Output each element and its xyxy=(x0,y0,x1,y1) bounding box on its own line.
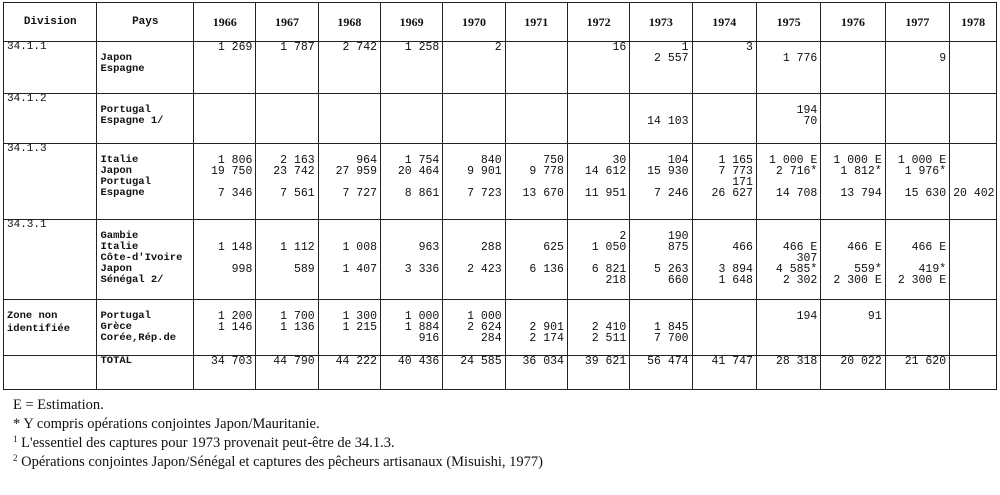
value-cell xyxy=(950,144,997,220)
value-line: 1 884 xyxy=(404,321,440,334)
value-cell xyxy=(256,42,318,94)
value-line: 875 xyxy=(667,241,689,254)
value-line: 15 630 xyxy=(904,187,947,200)
catch-table-container xyxy=(3,2,997,472)
value-cell xyxy=(885,300,949,356)
value-cell xyxy=(443,94,505,144)
value-line xyxy=(197,94,252,105)
value-line: 1 812* xyxy=(840,165,882,178)
year-header: 1970 xyxy=(443,3,505,42)
division-header: Division xyxy=(4,3,97,42)
value-line: 13 794 xyxy=(840,187,882,200)
country-name: Italie xyxy=(100,241,139,253)
value-cell xyxy=(443,300,505,356)
division-cell: 34.1.2 xyxy=(4,94,97,144)
value-line: 2 901 xyxy=(529,321,564,334)
value-line: 13 670 xyxy=(522,187,564,200)
value-line xyxy=(824,94,881,105)
value-line: 5 263 xyxy=(654,263,689,276)
value-line: 27 959 xyxy=(335,165,377,178)
value-cell xyxy=(950,220,997,300)
value-cell xyxy=(318,220,380,300)
value-line: 2 716* xyxy=(775,165,818,178)
value-line: 218 xyxy=(605,274,627,287)
value-line xyxy=(953,42,993,53)
value-line: 1 000 xyxy=(404,310,440,323)
value-line: 1 300 xyxy=(342,310,377,323)
value-line: 288 xyxy=(480,241,502,254)
value-line: 2 300 E xyxy=(833,274,882,287)
value-cell xyxy=(567,144,629,220)
value-line: 1 xyxy=(681,41,689,54)
value-cell xyxy=(756,42,820,94)
value-line: 2 302 xyxy=(782,274,818,287)
value-cell xyxy=(381,144,443,220)
value-line xyxy=(889,300,946,311)
value-line: 30 xyxy=(612,154,627,167)
value-line: 2 163 xyxy=(280,154,315,167)
value-line xyxy=(824,220,881,231)
value-line xyxy=(953,166,993,177)
division-cell: 34.1.3 xyxy=(4,144,97,220)
value-cell xyxy=(567,94,629,144)
year-header: 1974 xyxy=(692,3,756,42)
total-division-cell xyxy=(4,356,97,390)
value-cell xyxy=(567,300,629,356)
total-value: 34 703 xyxy=(194,356,256,390)
value-line xyxy=(197,220,252,231)
value-cell xyxy=(630,42,692,94)
total-value: 28 318 xyxy=(756,356,820,390)
table-row xyxy=(4,300,997,356)
value-line: 840 xyxy=(480,154,502,167)
table-row xyxy=(4,220,997,300)
value-line: 1 976* xyxy=(904,165,947,178)
value-cell xyxy=(381,220,443,300)
note-2 xyxy=(13,453,997,472)
value-cell xyxy=(756,300,820,356)
value-line: 1 258 xyxy=(404,41,440,54)
value-cell xyxy=(885,144,949,220)
value-cell xyxy=(194,144,256,220)
value-line: 1 165 xyxy=(718,154,753,167)
value-line: 9 901 xyxy=(467,165,502,178)
value-line: 998 xyxy=(231,263,253,276)
value-line: 1 000 E xyxy=(833,154,882,167)
value-line: 171 xyxy=(732,176,753,189)
country-cell xyxy=(97,220,194,300)
value-cell xyxy=(692,42,756,94)
value-line: 7 773 xyxy=(718,165,753,178)
value-line: 190 xyxy=(667,230,689,243)
value-cell xyxy=(381,94,443,144)
value-line: 1 845 xyxy=(654,321,689,334)
value-line: 625 xyxy=(543,241,564,254)
country-name: Japon xyxy=(100,52,132,64)
value-line: 20 402 xyxy=(953,187,995,200)
value-line: 14 103 xyxy=(647,115,689,128)
value-cell xyxy=(567,42,629,94)
country-name: Grèce xyxy=(100,321,132,333)
value-cell xyxy=(318,144,380,220)
total-value xyxy=(950,356,997,390)
value-line: 14 612 xyxy=(584,165,627,178)
value-cell xyxy=(505,300,567,356)
country-cell xyxy=(97,300,194,356)
value-line: 6 821 xyxy=(591,263,627,276)
year-header: 1978 xyxy=(950,3,997,42)
value-line: 8 861 xyxy=(404,187,440,200)
value-line: 6 136 xyxy=(529,263,564,276)
value-line xyxy=(384,94,439,105)
value-line: 750 xyxy=(543,154,564,167)
note-1-marker: 1 xyxy=(13,434,18,444)
division-cell: 34.1.1 xyxy=(4,42,97,94)
year-header: 1977 xyxy=(885,3,949,42)
value-cell xyxy=(194,220,256,300)
value-cell xyxy=(821,220,885,300)
value-line xyxy=(633,300,688,311)
country-name: Espagne xyxy=(100,187,145,199)
value-line xyxy=(889,94,946,105)
value-line: 559* xyxy=(854,263,882,276)
table-row xyxy=(4,144,997,220)
value-cell xyxy=(821,144,885,220)
note-1-text: L'essentiel des captures pour 1973 provenait peut-être de 34.1.3. xyxy=(17,435,395,451)
value-line: 7 246 xyxy=(654,187,689,200)
value-line: 16 xyxy=(612,41,627,54)
value-line: 1 648 xyxy=(718,274,753,287)
note-2-marker: 2 xyxy=(13,453,18,463)
value-cell xyxy=(630,220,692,300)
value-line xyxy=(953,94,993,105)
division-cell: 34.3.1 xyxy=(4,220,97,300)
value-line: 964 xyxy=(356,154,377,167)
value-line: 2 624 xyxy=(467,321,502,334)
value-cell xyxy=(692,300,756,356)
value-line xyxy=(633,94,688,105)
value-line: 23 742 xyxy=(273,165,315,178)
value-line xyxy=(696,94,753,105)
value-line: 1 050 xyxy=(591,241,627,254)
value-line: 2 xyxy=(619,230,627,243)
value-cell xyxy=(950,42,997,94)
value-line: 26 627 xyxy=(711,187,753,200)
value-line: 194 xyxy=(796,104,818,117)
value-line: 466 xyxy=(732,241,753,254)
value-line: 7 346 xyxy=(217,187,253,200)
value-cell xyxy=(630,300,692,356)
value-line xyxy=(571,220,626,231)
value-line: 916 xyxy=(418,332,440,345)
total-value: 39 621 xyxy=(567,356,629,390)
value-line: 91 xyxy=(867,310,882,323)
value-line: 194 xyxy=(796,310,818,323)
division-cell: Zone non identifiée xyxy=(4,300,97,356)
value-line xyxy=(760,220,817,231)
value-cell xyxy=(756,94,820,144)
value-line: 1 112 xyxy=(280,241,315,254)
value-cell xyxy=(318,94,380,144)
country-name: Gambie xyxy=(100,230,139,242)
year-header: 1967 xyxy=(256,3,318,42)
total-value: 56 474 xyxy=(630,356,692,390)
value-line xyxy=(322,94,377,105)
catch-statistics-table xyxy=(3,2,997,390)
table-body xyxy=(4,42,997,390)
value-line: 70 xyxy=(803,115,818,128)
value-line: 1 269 xyxy=(217,41,253,54)
value-line: 1 407 xyxy=(342,263,377,276)
value-line xyxy=(696,300,753,311)
year-header: 1971 xyxy=(505,3,567,42)
value-cell xyxy=(443,220,505,300)
year-header: 1968 xyxy=(318,3,380,42)
value-cell xyxy=(885,94,949,144)
country-name: Sénégal 2/ xyxy=(100,274,164,286)
total-value: 21 620 xyxy=(885,356,949,390)
value-line: 9 778 xyxy=(529,165,564,178)
value-line xyxy=(824,42,881,53)
value-cell xyxy=(318,300,380,356)
value-line xyxy=(953,155,993,166)
country-name: Portugal xyxy=(100,104,151,116)
value-line xyxy=(953,300,993,311)
value-line xyxy=(509,300,564,311)
note-2-text: Opérations conjointes Japon/Sénégal et captures des pêcheurs artisanaux (Misuishi, 1977) xyxy=(17,454,543,470)
value-line: 589 xyxy=(293,263,315,276)
value-cell xyxy=(381,42,443,94)
value-line: 1 148 xyxy=(217,241,253,254)
value-line: 2 300 E xyxy=(897,274,947,287)
value-cell xyxy=(256,300,318,356)
value-cell xyxy=(256,94,318,144)
value-cell xyxy=(821,42,885,94)
year-header: 1973 xyxy=(630,3,692,42)
value-line xyxy=(571,94,626,105)
value-line: 2 423 xyxy=(467,263,502,276)
value-line: 2 410 xyxy=(591,321,627,334)
value-line xyxy=(446,220,501,231)
value-line: 1 700 xyxy=(280,310,315,323)
value-cell xyxy=(950,300,997,356)
value-line: 7 700 xyxy=(654,332,689,345)
value-line: 2 xyxy=(494,41,502,54)
value-line: 1 136 xyxy=(280,321,315,334)
value-line xyxy=(889,42,946,53)
year-header: 1969 xyxy=(381,3,443,42)
year-header: 1976 xyxy=(821,3,885,42)
value-line xyxy=(259,94,314,105)
total-value: 20 022 xyxy=(821,356,885,390)
country-cell xyxy=(97,42,194,94)
value-line: 307 xyxy=(796,252,818,265)
value-cell xyxy=(256,220,318,300)
total-value: 41 747 xyxy=(692,356,756,390)
value-line: 104 xyxy=(667,154,689,167)
value-cell xyxy=(194,300,256,356)
country-name: Portugal xyxy=(100,176,151,188)
year-header: 1972 xyxy=(567,3,629,42)
value-line: 3 xyxy=(746,41,753,54)
value-line: 19 750 xyxy=(210,165,253,178)
value-line: 466 E xyxy=(847,241,882,254)
value-line: 4 585* xyxy=(775,263,818,276)
value-cell xyxy=(630,94,692,144)
note-1 xyxy=(13,434,997,453)
value-line: 419* xyxy=(918,263,947,276)
value-line xyxy=(696,220,753,231)
header-row xyxy=(4,3,997,42)
value-line: 7 561 xyxy=(280,187,315,200)
value-line: 3 336 xyxy=(404,263,440,276)
value-cell xyxy=(692,144,756,220)
value-line xyxy=(509,220,564,231)
footnotes xyxy=(3,396,997,472)
value-cell xyxy=(885,220,949,300)
total-value: 40 436 xyxy=(381,356,443,390)
value-line: 1 806 xyxy=(217,154,253,167)
value-cell xyxy=(630,144,692,220)
value-line: 11 951 xyxy=(584,187,627,200)
value-line xyxy=(509,42,564,53)
value-cell xyxy=(950,94,997,144)
value-line: 20 464 xyxy=(397,165,440,178)
value-line: 15 930 xyxy=(647,165,689,178)
total-value: 36 034 xyxy=(505,356,567,390)
country-name: Espagne 1/ xyxy=(100,115,164,127)
value-line: 1 215 xyxy=(342,321,377,334)
total-value: 44 790 xyxy=(256,356,318,390)
country-cell xyxy=(97,94,194,144)
value-line: 1 000 E xyxy=(769,154,818,167)
value-cell xyxy=(692,94,756,144)
country-name: Japon xyxy=(100,165,132,177)
value-line xyxy=(953,144,993,155)
value-line xyxy=(571,300,626,311)
total-value: 44 222 xyxy=(318,356,380,390)
value-line xyxy=(322,220,377,231)
value-line: 1 776 xyxy=(782,52,818,65)
country-name: Italie xyxy=(100,154,139,166)
note-estimation: E = Estimation. xyxy=(13,397,104,413)
value-cell xyxy=(756,220,820,300)
value-line: 466 E xyxy=(782,241,818,254)
value-line: 1 787 xyxy=(280,41,315,54)
value-cell xyxy=(318,42,380,94)
year-header: 1975 xyxy=(756,3,820,42)
note-asterisk: * Y compris opérations conjointes Japon/Mauritanie. xyxy=(13,416,320,432)
value-cell xyxy=(194,42,256,94)
value-line: 660 xyxy=(667,274,689,287)
value-line xyxy=(384,220,439,231)
value-line xyxy=(259,220,314,231)
value-cell xyxy=(885,42,949,94)
country-name: Côte-d'Ivoire xyxy=(100,252,183,264)
value-line: 284 xyxy=(480,332,502,345)
value-cell xyxy=(821,94,885,144)
pays-header: Pays xyxy=(97,3,194,42)
value-line: 7 727 xyxy=(342,187,377,200)
value-cell xyxy=(194,94,256,144)
table-row xyxy=(4,42,997,94)
value-line: 2 511 xyxy=(591,332,627,345)
value-line xyxy=(446,94,501,105)
value-line: 9 xyxy=(939,52,947,65)
total-label: TOTAL xyxy=(97,356,194,390)
value-line: 1 146 xyxy=(217,321,253,334)
value-line: 466 E xyxy=(911,241,947,254)
total-row xyxy=(4,356,997,390)
value-cell xyxy=(443,144,505,220)
total-value: 24 585 xyxy=(443,356,505,390)
value-cell xyxy=(256,144,318,220)
country-name: Portugal xyxy=(100,310,151,322)
value-line: 3 894 xyxy=(718,263,753,276)
year-header: 1966 xyxy=(194,3,256,42)
value-line: 7 723 xyxy=(467,187,502,200)
value-line: 1 000 xyxy=(467,310,502,323)
value-cell xyxy=(505,220,567,300)
value-line: 1 008 xyxy=(342,241,377,254)
table-row xyxy=(4,94,997,144)
value-line: 2 174 xyxy=(529,332,564,345)
value-line xyxy=(509,94,564,105)
value-line: 1 200 xyxy=(217,310,253,323)
country-name: Japon xyxy=(100,263,132,275)
value-cell xyxy=(381,300,443,356)
country-name: Espagne xyxy=(100,63,145,75)
value-line xyxy=(953,220,993,231)
value-cell xyxy=(692,220,756,300)
value-cell xyxy=(567,220,629,300)
value-cell xyxy=(505,144,567,220)
value-line: 1 000 E xyxy=(897,154,947,167)
value-line: 963 xyxy=(418,241,440,254)
country-cell xyxy=(97,144,194,220)
value-line: 14 708 xyxy=(775,187,818,200)
value-cell xyxy=(505,42,567,94)
value-line: 1 754 xyxy=(404,154,440,167)
value-cell xyxy=(505,94,567,144)
value-cell xyxy=(821,300,885,356)
value-line xyxy=(889,220,946,231)
value-cell xyxy=(443,42,505,94)
country-name: Corée,Rép.de xyxy=(100,332,177,344)
value-line: 2 557 xyxy=(654,52,689,65)
value-line: 2 742 xyxy=(342,41,377,54)
value-cell xyxy=(756,144,820,220)
